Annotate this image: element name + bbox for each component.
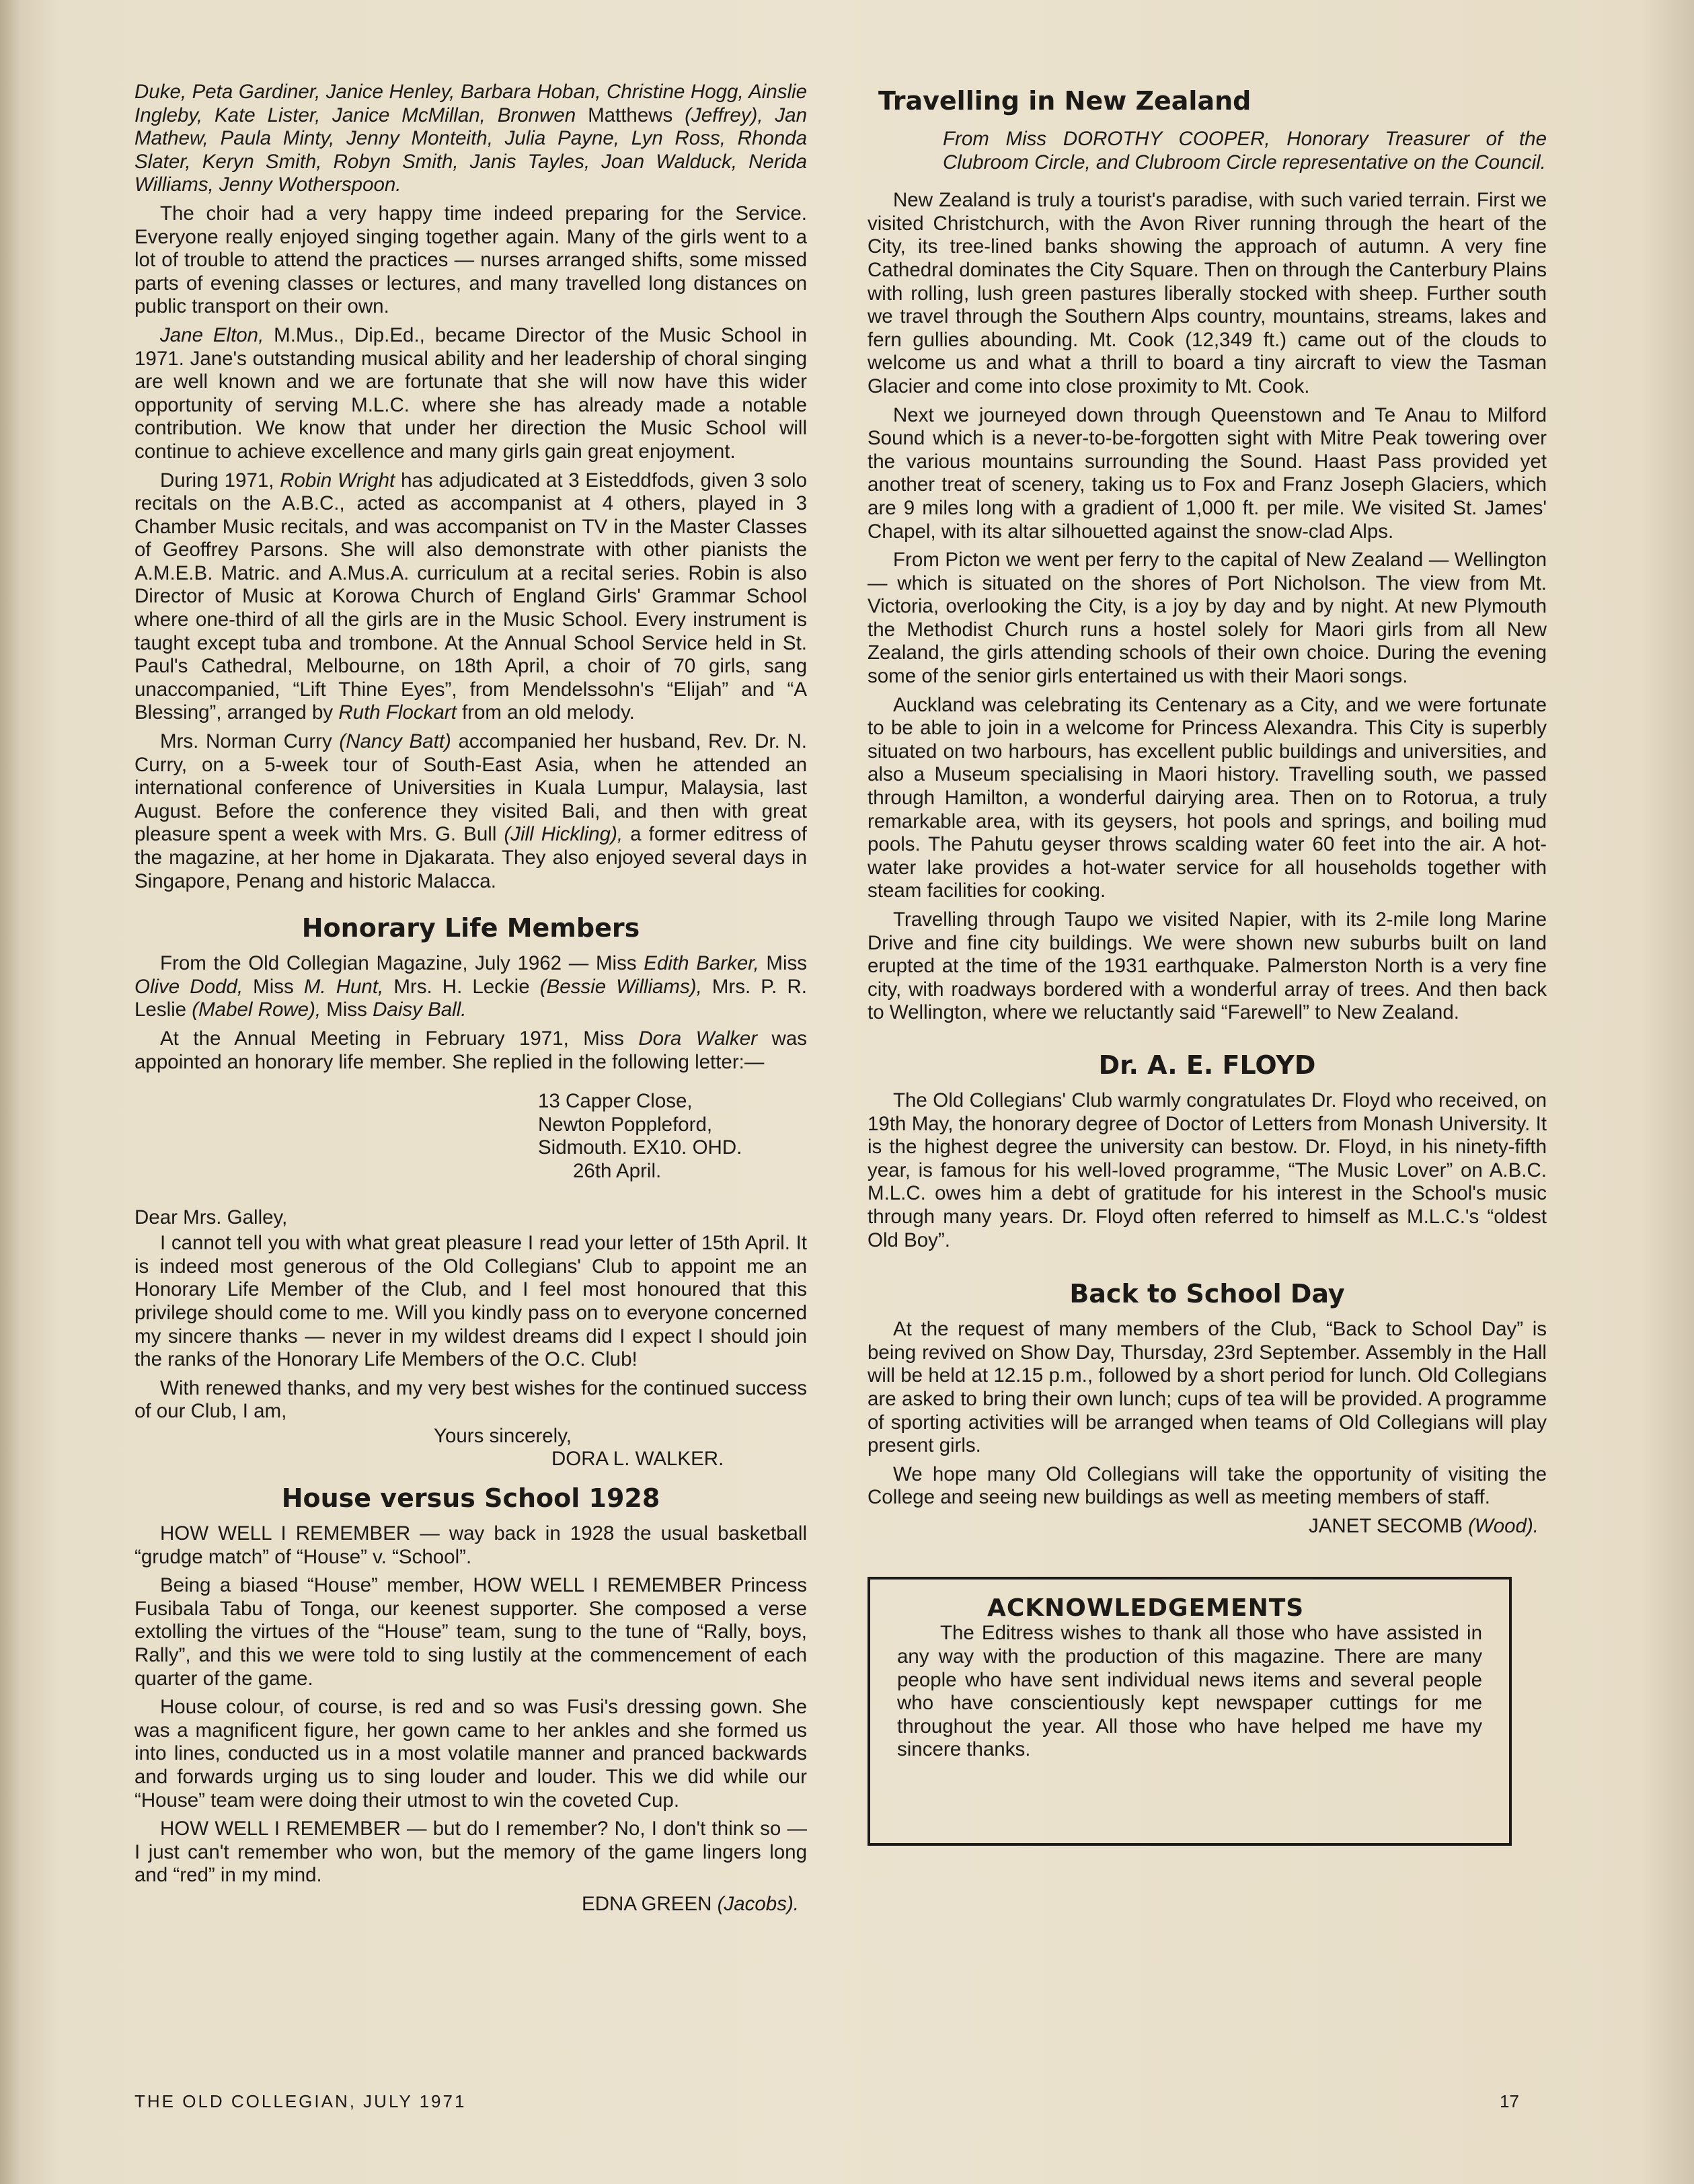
travel-paragraph-3: From Picton we went per ferry to the capital of New Zealand — Wellington — which is situated on the shores of Port Nicholson. The view from Mt. Victoria, overlooking the City, is a joy by day and by night. At new Plymouth the Methodist Church runs a hostel solely for Maori girls from all New Zealand, the girls attending schools of their own choice. During the evening some of the senior girls entertained us with their Maori songs. [868,549,1547,688]
travel-paragraph-4: Auckland was celebrating its Centenary as a City, and we were fortunate to be able to join in a welcome for Princess Alexandra. This City is superbly situated on two harbours, has excellent public buildings and universities, and also a Museum specialising in Maori history. Travelling south, we passed through Hamilton, a wonderful dairying area. Then on to Rotorua, a truly remarkable area, with its geysers, hot pools and springs, and boiling mud pools. The Pahutu geyser throws scalding water 60 feet into the air. A hot-water lake provides a hot-water service for all households together with steam facilities for cooking. [868,693,1547,902]
house-paragraph-4: HOW WELL I REMEMBER — but do I remember? No, I don't think so — I just can't remember who won, but the memory of the game lingers long and “red” in my mind. [134,1818,807,1887]
floyd-paragraph: The Old Collegians' Club warmly congratulates Dr. Floyd who received, on 19th May, the honorary degree of Doctor of Letters from Monash University. It is the highest degree the university can bestow. Dr. Floyd, in his ninety-fifth year, is famous for his well-loved programme, “The Music Lover” on A.B.C. M.L.C. owes him a debt of gratitude for his interest in the School's music through many years. Dr. Floyd often referred to himself as M.L.C.'s “oldest Old Boy”. [868,1089,1547,1251]
travel-heading: Travelling in New Zealand [878,86,1252,116]
acknowledgements-text: The Editress wishes to thank all those who have assisted in any way with the production of this magazine. There are many people who have sent individual news items and several people who have conscientiously kept newspaper cuttings for me throughout the year. All those who have helped me have my sincere thanks. [897,1622,1482,1761]
acknowledgements-box [868,1577,1512,1846]
page-number: 17 [1500,2091,1519,2111]
honorary-members-heading: Honorary Life Members [301,913,640,943]
right-column [868,81,1547,1846]
house-paragraph-1: HOW WELL I REMEMBER — way back in 1928 the usual basketball “grudge match” of “House” v. “School”. [134,1522,807,1568]
letter-body-1: I cannot tell you with what great pleasure I read your letter of 15th April. It is indeed most generous of the Old Collegians' Club to appoint me an Honorary Life Member of the Club, and I feel most honoured that this privilege should come to me. Will you kindly pass on to everyone concerned my sincere thanks — never in my wildest dreams did I expect I should join the ranks of the Honorary Life Members of the O.C. Club! [134,1232,807,1371]
travel-paragraph-5: Travelling through Taupo we visited Napier, with its 2-mile long Marine Drive and fine city buildings. We were shown new suburbs built on land erupted at the time of the 1931 earthquake. Palmerston North is a very fine city, with roadways bordered with a wonderful array of trees. And then back to Wellington, where we reluctantly said “Farewell” to New Zealand. [868,908,1547,1024]
letter-salutation: Dear Mrs. Galley, [134,1206,288,1228]
curry-paragraph: Mrs. Norman Curry (Nancy Batt) accompanied her husband, Rev. Dr. N. Curry, on a 5-week tour of South-East Asia, when he attended an international conference of Universities in Kuala Lumpur, Malaysia, last August. Before the conference they visited Bali, and then with great pleasure spent a week with Mrs. G. Bull (Jill Hickling), a former editress of the magazine, at her home in Djakarata. They also enjoyed several days in Singapore, Penang and historic Malacca. [134,730,807,892]
back-to-school-paragraph-1: At the request of many members of the Club, “Back to School Day” is being revived on Show Day, Thursday, 23rd September. Assembly in the Hall will be held at 12.15 p.m., followed by a short period for lunch. Old Collegians are asked to bring their own lunch; cups of tea will be provided. A programme of sporting activities will be arranged when teams of Old Collegians will play present girls. [868,1318,1547,1457]
ink-mark [908,1027,1547,1041]
house-paragraph-3: House colour, of course, is red and so was Fusi's dressing gown. She was a magnificent figure, her gown came to her ankles and she formed us into lines, conducted us in a most volatile manner and pranced backwards and forwards urging us to sing louder and louder. This we did while our “House” team were doing their utmost to win the coveted Cup. [134,1696,807,1811]
choir-names-paragraph: Duke, Peta Gardiner, Janice Henley, Barbara Hoban, Christine Hogg, Ainslie Ingleby, Kate Lister, Janice McMillan, Bronwen Matthews (Jeffrey), Jan Mathew, Paula Minty, Jenny Monteith, Julia Payne, Lyn Ross, Rhonda Slater, Keryn Smith, Robyn Smith, Janis Tayles, Joan Walduck, Nerida Williams, Jenny Wotherspoon. [134,81,807,196]
honorary-list-paragraph: From the Old Collegian Magazine, July 1962 — Miss Edith Barker, Miss Olive Dodd, Miss M. Hunt, Mrs. H. Leckie (Bessie Williams), Mrs. P. R. Leslie (Mabel Rowe), Miss Daisy Ball. [134,952,808,1021]
letter-signature: DORA L. WALKER. [551,1448,724,1471]
floyd-heading: Dr. A. E. FLOYD [1098,1050,1316,1080]
travel-paragraph-2: Next we journeyed down through Queenstown and Te Anau to Milford Sound which is a never-to-be-forgotten sight with Mitre Peak towering over the various mountains surrounding the Sound. Haast Pass provided yet another treat of scenery, taking us to Fox and Franz Joseph Glaciers, which are 9 miles long with a gradient of 1,000 ft. per mile. We visited St. James' Chapel, with its altar silhouetted against the snow-clad Alps. [868,403,1547,543]
back-to-school-heading: Back to School Day [1069,1279,1345,1309]
house-paragraph-2: Being a biased “House” member, HOW WELL I REMEMBER Princess Fusibala Tabu of Tonga, our keenest supporter. She composed a verse extolling the virtues of the “House” team, sung to the tune of “Rally, boys, Rally”, and this we were told to sing lustily at the commencement of each quarter of the game. [134,1574,807,1690]
acknowledgements-heading: ACKNOWLEDGEMENTS [987,1594,1305,1623]
house-byline: EDNA GREEN (Jacobs). [582,1892,799,1915]
publication-footer: THE OLD COLLEGIAN, JULY 1971 [134,2091,467,2111]
travel-intro: From Miss DOROTHY COOPER, Honorary Treasurer of the Clubroom Circle, and Clubroom Circle representative on the Council. [943,128,1547,173]
wright-paragraph: During 1971, Robin Wright has adjudicated at 3 Eisteddfods, given 3 solo recitals on the A.B.C., acted as accompanist at 4 others, played in 3 Chamber Music recitals, and was accompanist on TV in the Master Classes of Geoffrey Parsons. She will also demonstrate with other pianists the A.M.E.B. Matric. and A.Mus.A. curriculum at a recital series. Robin is also Director of Music at Korowa Church of England Girls' Grammar School where one-third of all the girls are in the Music School. Every instrument is taught except tuba and trombone. At the Annual School Service held in St. Paul's Cathedral, Melbourne, on 18th April, a choir of 70 girls, sang unaccompanied, “Lift Thine Eyes”, from Mendelssohn's “Elijah” and “A Blessing”, arranged by Ruth Flockart from an old melody. [134,469,807,724]
letter-body-2: With renewed thanks, and my very best wishes for the continued success of our Club, I am, [134,1376,807,1423]
choir-paragraph: The choir had a very happy time indeed preparing for the Service. Everyone really enjoyed singing together again. Many of the girls went to a lot of trouble to attend the practices — nurses arranged shifts, some missed parts of evening classes or lectures, and many travelled long distances on public transport on their own. [134,202,807,318]
house-school-heading: House versus School 1928 [281,1483,660,1514]
walker-appointment-paragraph: At the Annual Meeting in February 1971, Miss Dora Walker was appointed an honorary life member. She replied in the following letter:— [134,1027,807,1073]
letter-closing: Yours sincerely, [434,1424,572,1447]
left-column [134,81,807,1922]
elton-paragraph: Jane Elton, M.Mus., Dip.Ed., became Director of the Music School in 1971. Jane's outstanding musical ability and her leadership of choral singing are well known and we are fortunate that she will now have this wider opportunity of serving M.L.C. where she has already made a notable contribution. We know that under her direction the Music School will continue to achieve excellence and many girls gain great enjoyment. [134,323,807,463]
travel-paragraph-1: New Zealand is truly a tourist's paradise, with such varied terrain. First we visited Christchurch, with the Avon River running through the heart of the City, its tree-lined banks showing the approach of autumn. A very fine Cathedral dominates the City Square. Then on through the Canterbury Plains with rolling, lush green pastures liberally stocked with sheep. Further south we travel through the Southern Alps country, mountains, streams, lakes and fern gullies abounding. Mt. Cook (12,349 ft.) came out of the clouds to welcome us and what a thrill to board a tiny aircraft to view the Tasman Glacier and come into close proximity to Mt. Cook. [868,189,1547,397]
back-to-school-paragraph-2: We hope many Old Collegians will take the opportunity of visiting the College and seeing new buildings as well as meeting members of staff. [868,1462,1547,1509]
letter-address: 13 Capper Close, Newton Poppleford, Sidmouth. EX10. OHD. 26th April. [538,1090,742,1182]
back-to-school-byline: JANET SECOMB (Wood). [1308,1514,1539,1537]
